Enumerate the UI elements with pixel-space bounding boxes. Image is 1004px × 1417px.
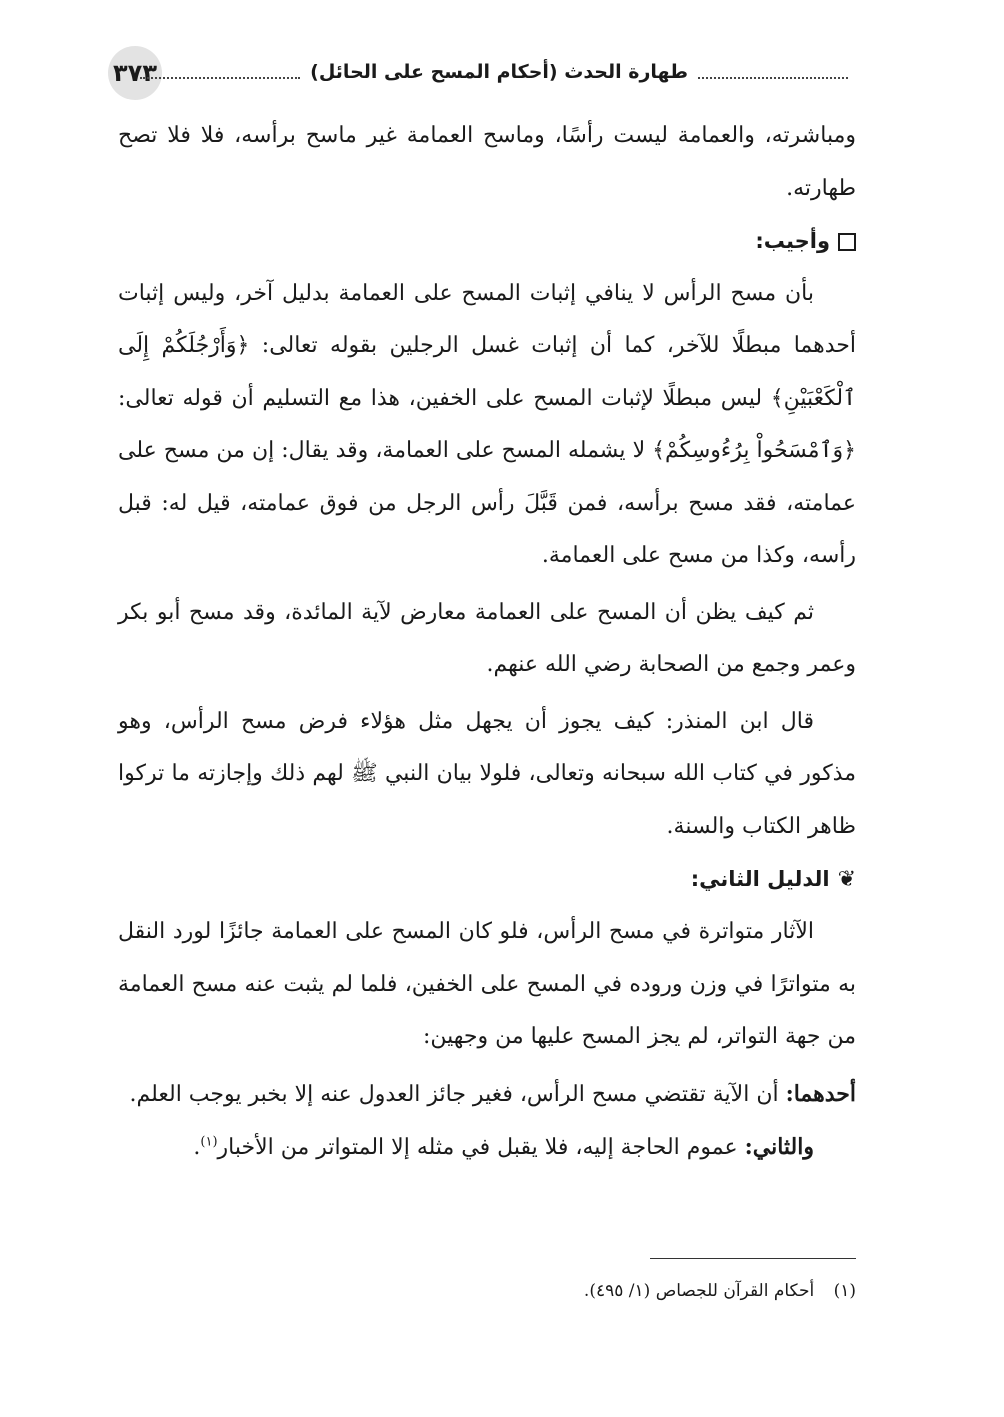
page-header	[108, 52, 848, 96]
section-heading-second-evidence	[118, 853, 856, 906]
footnote-text: أحكام القرآن للجصاص (١/ ٤٩٥).	[583, 1281, 815, 1301]
paragraph	[118, 1068, 856, 1122]
paragraph-label: والثاني:	[744, 1134, 814, 1161]
footnote-reference[interactable]: (١)	[200, 1134, 218, 1150]
paragraph	[118, 1121, 856, 1175]
paragraph: بأن مسح الرأس لا ينافي إثبات المسح على العمامة بدليل آخر، وليس إثبات أحدهما مبطلًا للآخر، كما أن إثبات غسل الرجلين بقوله تعالى: ﴿وَأَرْجُلَكُمْ إِلَى ٱلْكَعْبَيْنِ﴾ ليس مبطلًا لإثبات المسح على الخفين، هذا مع التسليم أن قوله تعالى: ﴿وَٱمْسَحُواْ بِرُءُوسِكُمْ﴾ لا يشمله المسح على العمامة، وقد يقال: إن من مسح على عمامته، فقد مسح برأسه، فمن قَبَّلَ رأس الرجل من فوق عمامته، قيل له: قبل رأسه، وكذا من مسح على العمامة.	[118, 280, 856, 568]
leaf-bullet-icon: ❦	[837, 866, 856, 892]
square-bullet-icon	[838, 233, 856, 251]
page-number: ٣٧٣	[108, 46, 162, 100]
paragraph: ثم كيف يظن أن المسح على العمامة معارض لآية المائدة، وقد مسح أبو بكر وعمر وجمع من الصحابة رضي الله عنهم.	[118, 599, 856, 677]
period: .	[193, 1135, 201, 1161]
paragraph: الآثار متواترة في مسح الرأس، فلو كان المسح على العمامة جائزًا لورد النقل به متواترًا في وزن وروده في المسح على الخفين، فلما لم يثبت عنه مسح العمامة من جهة التواتر، لم يجز المسح عليها من وجهين:	[118, 919, 856, 1050]
header-title: طهارة الحدث (أحكام المسح على الحائل)	[310, 61, 688, 83]
paragraph: ومباشرته، والعمامة ليست رأسًا، وماسح العمامة غير ماسح برأسه، فلا فلا تصح طهارته.	[118, 123, 856, 201]
running-header	[140, 52, 848, 92]
heading-text: الدليل الثاني:	[690, 867, 830, 891]
section-heading-reply	[118, 215, 856, 268]
header-dots-left	[140, 77, 300, 79]
footnote-divider	[650, 1258, 856, 1259]
footnote	[118, 1276, 856, 1306]
page-body	[118, 110, 856, 1175]
paragraph-text: عموم الحاجة إليه، فلا يقبل في مثله إلا المتواتر من الأخبار	[217, 1135, 738, 1161]
paragraph-label: أحدهما:	[785, 1080, 856, 1107]
footnote-number: (١)	[833, 1281, 856, 1301]
heading-text: وأجيب:	[755, 229, 830, 253]
header-dots-right	[698, 77, 848, 79]
paragraph: قال ابن المنذر: كيف يجوز أن يجهل مثل هؤلاء فرض مسح الرأس، وهو مذكور في كتاب الله سبحانه وتعالى، فلولا بيان النبي ﷺ لهم ذلك وإجازته ما تركوا ظاهر الكتاب والسنة.	[118, 708, 856, 839]
paragraph-text: أن الآية تقتضي مسح الرأس، فغير جائز العدول عنه إلا بخبر يوجب العلم.	[129, 1081, 779, 1107]
